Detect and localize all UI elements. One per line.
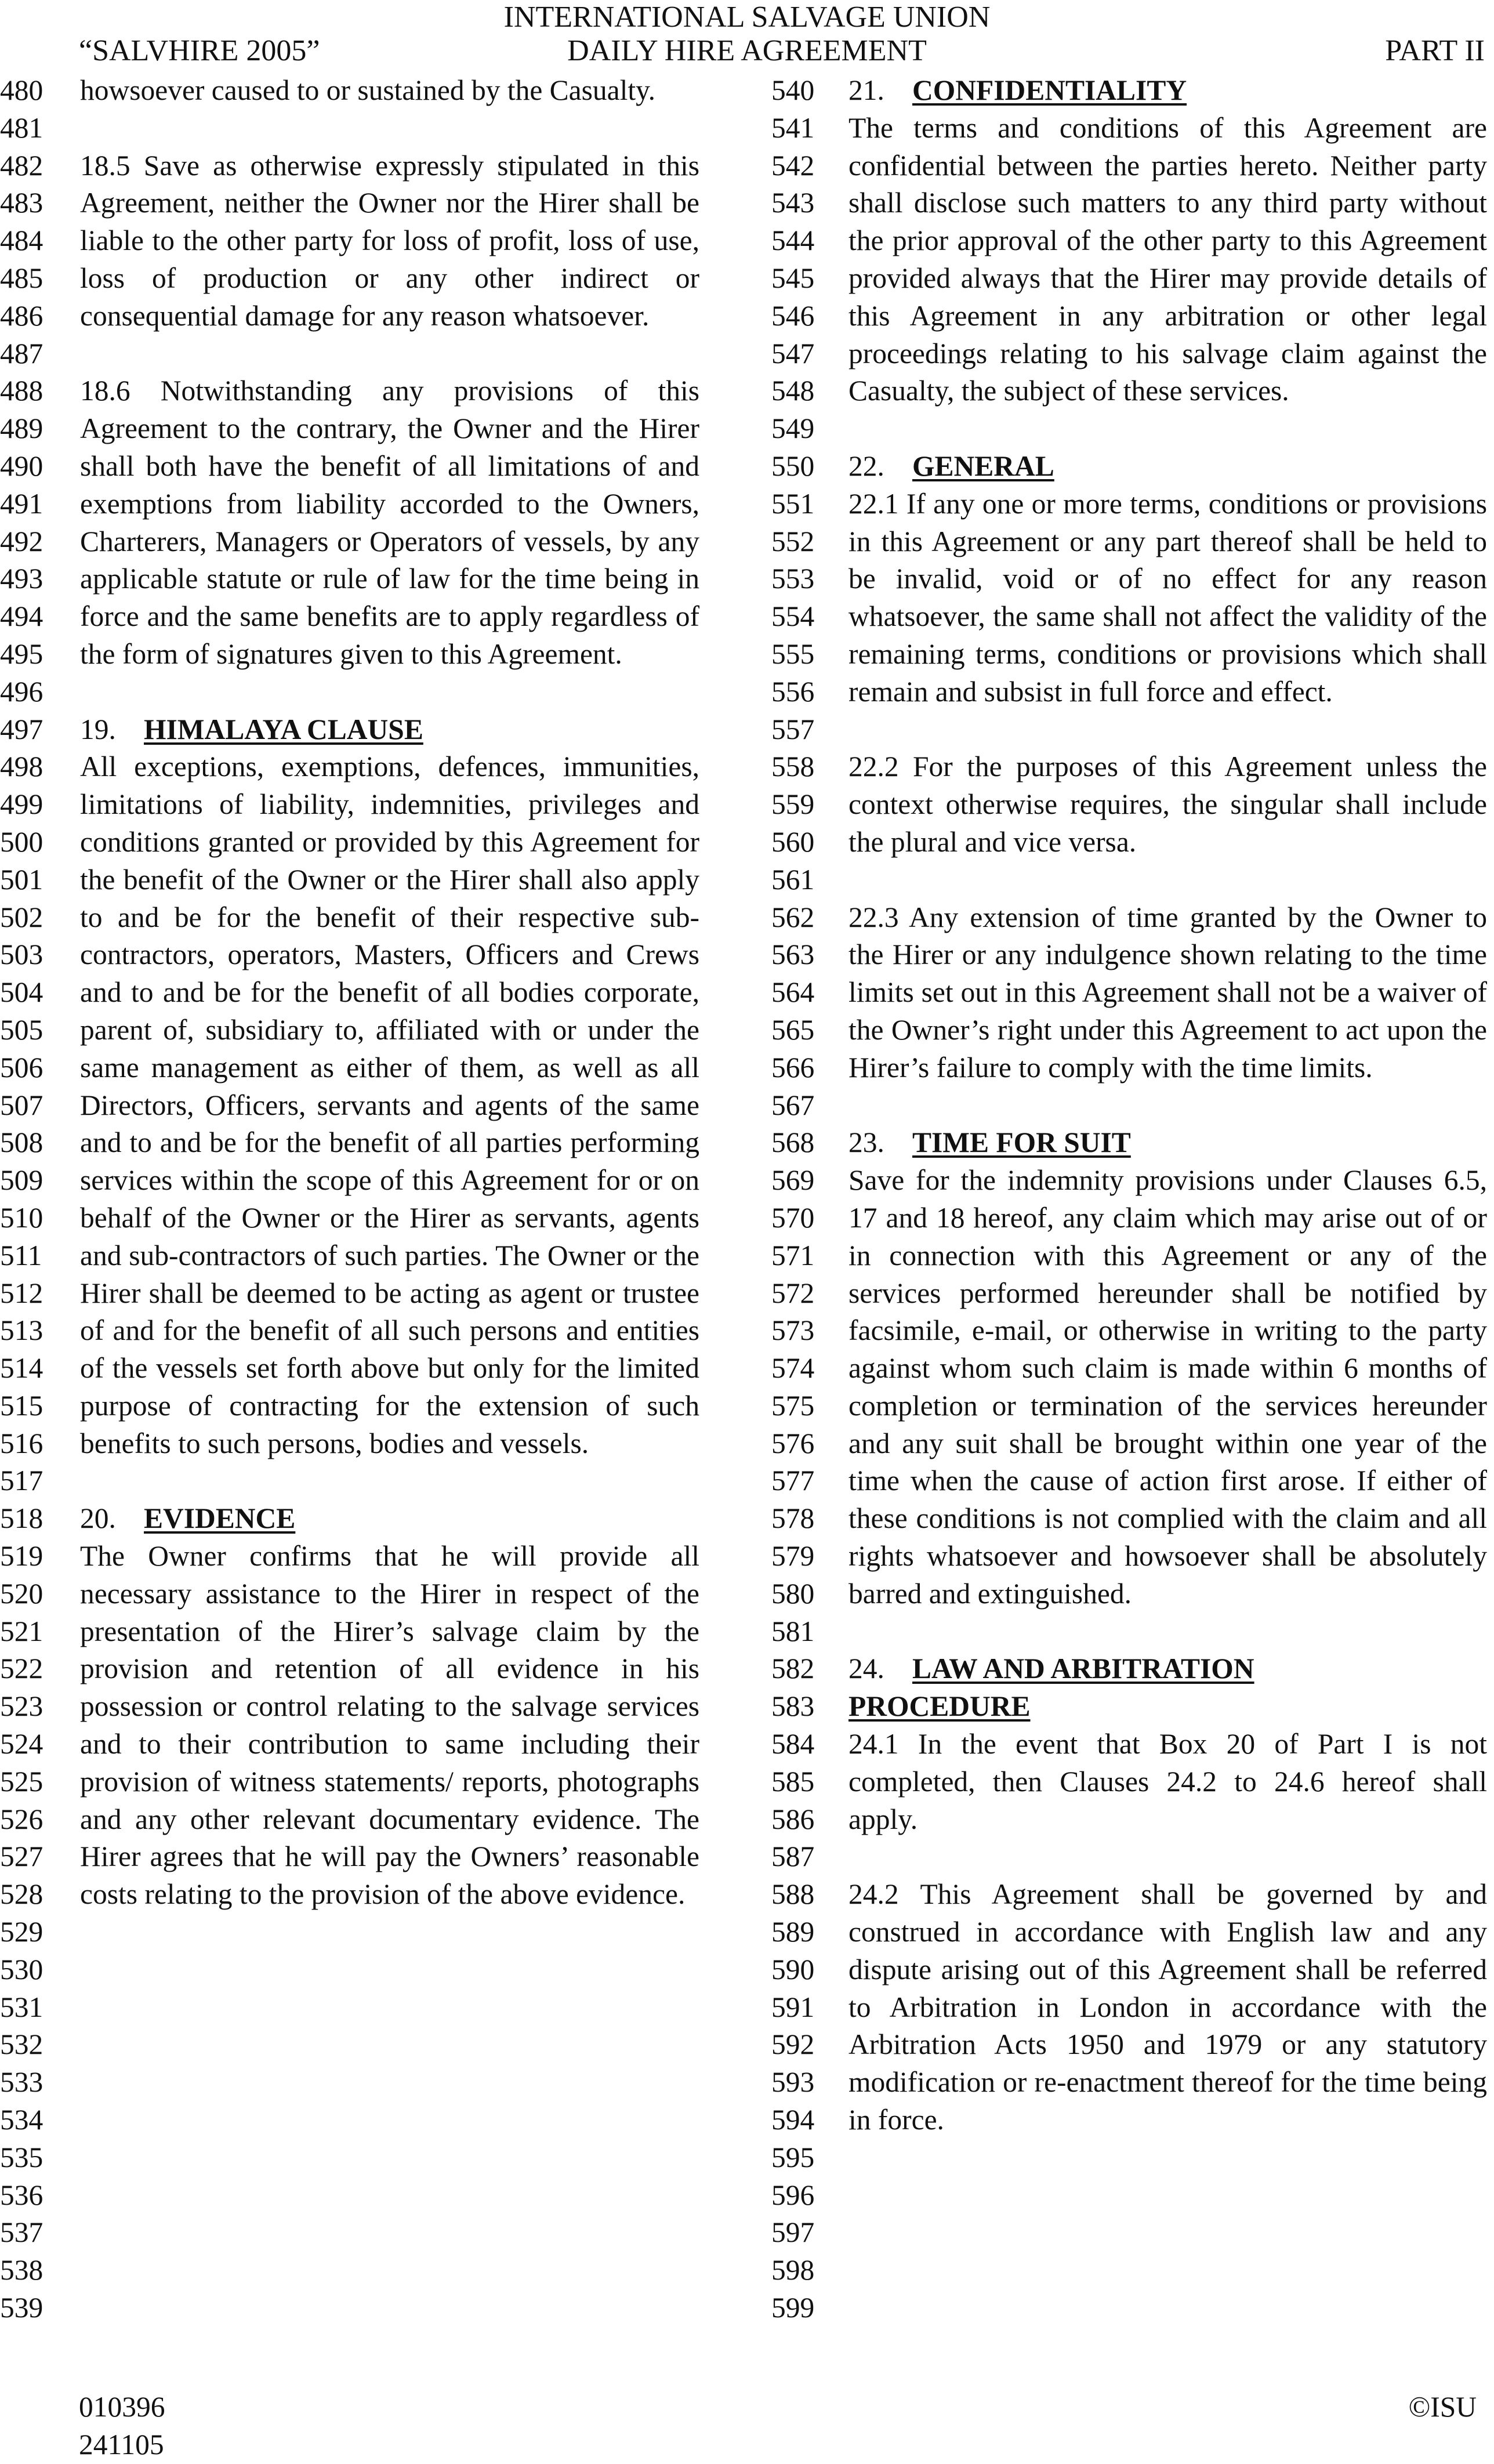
line-number: 591 bbox=[771, 1991, 815, 2023]
left-line-numbers bbox=[0, 72, 43, 2327]
line-number: 563 bbox=[771, 939, 815, 971]
clause-22-3: 22.3 Any extension of time granted by the Owner to the Hirer or any indulgence shown relating to the time limits set out in this Agreement shall not be a waiver of the Owner’s right under this Agreement to act upon the Hirer’s failure to comply with the time limits. bbox=[848, 901, 1487, 1084]
clause-24-title-line1: LAW AND ARBITRATION bbox=[912, 1653, 1254, 1685]
line-number: 546 bbox=[771, 299, 815, 332]
line-number: 550 bbox=[771, 450, 815, 482]
line-number: 488 bbox=[0, 375, 43, 407]
line-number: 593 bbox=[771, 2066, 815, 2099]
line-number: 567 bbox=[771, 1089, 815, 1121]
clause-20-title: EVIDENCE bbox=[144, 1502, 296, 1535]
line-number: 595 bbox=[771, 2141, 815, 2173]
line-number: 569 bbox=[771, 1164, 815, 1197]
line-number: 573 bbox=[771, 1314, 815, 1347]
line-number: 578 bbox=[771, 1502, 815, 1535]
line-number: 547 bbox=[771, 337, 815, 369]
clause-20-number: 20. bbox=[80, 1502, 116, 1535]
line-number: 589 bbox=[771, 1916, 815, 1948]
line-number: 598 bbox=[771, 2254, 815, 2287]
line-number: 540 bbox=[771, 74, 815, 106]
clause-24-number: 24. bbox=[848, 1653, 884, 1685]
line-number: 529 bbox=[0, 1916, 43, 1948]
line-number: 480 bbox=[0, 74, 43, 106]
line-number: 545 bbox=[771, 262, 815, 294]
line-number: 489 bbox=[0, 412, 43, 445]
line-number: 495 bbox=[0, 637, 43, 670]
line-number: 557 bbox=[771, 713, 815, 745]
line-number: 549 bbox=[771, 412, 815, 445]
line-number: 505 bbox=[0, 1013, 43, 1046]
line-number: 575 bbox=[771, 1389, 815, 1422]
line-number: 483 bbox=[0, 187, 43, 219]
line-number: 482 bbox=[0, 149, 43, 182]
line-number: 537 bbox=[0, 2216, 43, 2249]
clause-20-body: The Owner confirms that he will provide all necessary assistance to the Hirer in respect of the presentation of the Hirer’s salvage claim by the provision and retention of all evidence in his possession or control relating to the salvage services and to their contribution to same including their provision of witness statements/ reports, photographs and any other relevant documentary evidence. The Hirer agrees that he will pay the Owners’ reasonable costs relating to the provision of the above evidence. bbox=[80, 1540, 699, 1911]
line-number: 552 bbox=[771, 525, 815, 557]
line-number: 500 bbox=[0, 825, 43, 858]
line-number: 551 bbox=[771, 487, 815, 520]
line-number: 515 bbox=[0, 1389, 43, 1422]
line-number: 594 bbox=[771, 2104, 815, 2136]
line-number: 510 bbox=[0, 1201, 43, 1234]
line-number: 534 bbox=[0, 2104, 43, 2136]
line-number: 583 bbox=[771, 1690, 815, 1723]
line-number: 518 bbox=[0, 1502, 43, 1535]
line-number: 588 bbox=[771, 1878, 815, 1911]
line-number: 556 bbox=[771, 675, 815, 708]
clause-18-5: 18.5 Save as otherwise expressly stipulated in this Agreement, neither the Owner nor the Hirer shall be liable to the other party for loss of profit, loss of use, loss of production or any other indirect or consequential damage for any reason whatsoever. bbox=[80, 149, 699, 332]
line-number: 533 bbox=[0, 2066, 43, 2099]
left-text-column bbox=[80, 72, 699, 1914]
line-number: 517 bbox=[0, 1465, 43, 1497]
line-number: 499 bbox=[0, 788, 43, 821]
line-number: 521 bbox=[0, 1615, 43, 1647]
line-number: 559 bbox=[771, 788, 815, 821]
line-number: 487 bbox=[0, 337, 43, 369]
line-number: 498 bbox=[0, 751, 43, 783]
line-number: 493 bbox=[0, 563, 43, 595]
clause-22-1: 22.1 If any one or more terms, conditions or provisions in this Agreement or any part thereof shall be held to be invalid, void or of no effect for any reason whatsoever, the same shall not affect the validity of the remaining terms, conditions or provisions which shall remain and subsist in full force and effect. bbox=[848, 487, 1487, 708]
line-number: 509 bbox=[0, 1164, 43, 1197]
line-number: 584 bbox=[771, 1728, 815, 1760]
clause-23-body: Save for the indemnity provisions under Clauses 6.5, 17 and 18 hereof, any claim which may arise out of or in connection with this Agreement or any of the services performed hereunder shall be notified by facsimile, e-mail, or otherwise in writing to the party against whom such claim is made within 6 months of completion or termination of the services hereunder and any suit shall be brought within one year of the time when the cause of action first arose. If either of these conditions is not complied with the claim and all rights whatsoever and howsoever shall be absolutely barred and extinguished. bbox=[848, 1164, 1487, 1610]
line-number: 530 bbox=[0, 1953, 43, 1985]
line-number: 531 bbox=[0, 1991, 43, 2023]
line-number: 481 bbox=[0, 111, 43, 144]
clause-24-heading bbox=[848, 1650, 1487, 1726]
clause-23-heading bbox=[848, 1124, 1487, 1162]
line-number: 560 bbox=[771, 825, 815, 858]
line-number: 492 bbox=[0, 525, 43, 557]
line-number: 565 bbox=[771, 1013, 815, 1046]
clause-23-number: 23. bbox=[848, 1126, 884, 1159]
line-number: 544 bbox=[771, 224, 815, 257]
line-number: 491 bbox=[0, 487, 43, 520]
clause-19-title: HIMALAYA CLAUSE bbox=[144, 713, 423, 745]
clause-21-heading bbox=[848, 72, 1487, 110]
clause-22-2: 22.2 For the purposes of this Agreement unless the context otherwise requires, the singular shall include the plural and vice versa. bbox=[848, 751, 1487, 858]
line-number: 548 bbox=[771, 375, 815, 407]
line-number: 581 bbox=[771, 1615, 815, 1647]
clause-21-title: CONFIDENTIALITY bbox=[912, 74, 1187, 106]
line-number: 513 bbox=[0, 1314, 43, 1347]
clause-18-4-end: howsoever caused to or sustained by the Casualty. bbox=[80, 74, 656, 106]
footer-copyright: ©ISU bbox=[1408, 2391, 1477, 2423]
line-number: 590 bbox=[771, 1953, 815, 1985]
clause-18-6: 18.6 Notwithstanding any provisions of this Agreement to the contrary, the Owner and the Hirer shall both have the benefit of all limitations of and exemptions from liability accorded to the Owners, Charterers, Managers or Operators of vessels, by any applicable statute or rule of law for the time being in force and the same benefits are to apply regardless of the form of signatures given to this Agreement. bbox=[80, 375, 699, 670]
line-number: 568 bbox=[771, 1126, 815, 1159]
line-number: 496 bbox=[0, 675, 43, 708]
line-number: 535 bbox=[0, 2141, 43, 2173]
right-line-numbers bbox=[771, 72, 814, 2327]
clause-22-title: GENERAL bbox=[912, 450, 1054, 482]
footer-date-code: 241105 bbox=[79, 2429, 164, 2461]
clause-24-1: 24.1 In the event that Box 20 of Part I is not completed, then Clauses 24.2 to 24.6 hereof shall apply. bbox=[848, 1728, 1487, 1835]
clause-23-title: TIME FOR SUIT bbox=[912, 1126, 1131, 1159]
line-number: 586 bbox=[771, 1803, 815, 1835]
line-number: 541 bbox=[771, 111, 815, 144]
form-name: “SALVHIRE 2005” bbox=[79, 34, 320, 67]
right-text-column bbox=[848, 72, 1487, 2139]
line-number: 516 bbox=[0, 1427, 43, 1459]
line-number: 512 bbox=[0, 1277, 43, 1309]
line-number: 527 bbox=[0, 1840, 43, 1873]
line-number: 553 bbox=[771, 563, 815, 595]
line-number: 574 bbox=[771, 1352, 815, 1385]
line-number: 503 bbox=[0, 939, 43, 971]
line-number: 524 bbox=[0, 1728, 43, 1760]
line-number: 504 bbox=[0, 976, 43, 1009]
line-number: 519 bbox=[0, 1540, 43, 1572]
line-number: 508 bbox=[0, 1126, 43, 1159]
line-number: 501 bbox=[0, 863, 43, 896]
clause-20-heading bbox=[80, 1500, 699, 1538]
part-label: PART II bbox=[1385, 34, 1485, 67]
clause-19-number: 19. bbox=[80, 713, 116, 745]
line-number: 538 bbox=[0, 2254, 43, 2287]
line-number: 532 bbox=[0, 2028, 43, 2061]
line-number: 520 bbox=[0, 1577, 43, 1610]
line-number: 592 bbox=[771, 2028, 815, 2061]
line-number: 497 bbox=[0, 713, 43, 745]
line-number: 571 bbox=[771, 1239, 815, 1271]
line-number: 543 bbox=[771, 187, 815, 219]
line-number: 587 bbox=[771, 1840, 815, 1873]
line-number: 564 bbox=[771, 976, 815, 1009]
line-number: 599 bbox=[771, 2292, 815, 2324]
line-number: 514 bbox=[0, 1352, 43, 1385]
line-number: 536 bbox=[0, 2179, 43, 2211]
clause-19-heading bbox=[80, 711, 699, 749]
line-number: 485 bbox=[0, 262, 43, 294]
line-number: 579 bbox=[771, 1540, 815, 1572]
line-number: 528 bbox=[0, 1878, 43, 1911]
line-number: 486 bbox=[0, 299, 43, 332]
clause-22-number: 22. bbox=[848, 450, 884, 482]
footer-code: 010396 bbox=[79, 2391, 165, 2423]
line-number: 558 bbox=[771, 751, 815, 783]
line-number: 511 bbox=[0, 1239, 42, 1271]
line-number: 494 bbox=[0, 600, 43, 633]
line-number: 539 bbox=[0, 2292, 43, 2324]
organization-name: INTERNATIONAL SALVAGE UNION bbox=[503, 1, 991, 34]
line-number: 542 bbox=[771, 149, 815, 182]
line-number: 570 bbox=[771, 1201, 815, 1234]
line-number: 576 bbox=[771, 1427, 815, 1459]
line-number: 572 bbox=[771, 1277, 815, 1309]
clause-22-heading bbox=[848, 448, 1487, 485]
line-number: 484 bbox=[0, 224, 43, 257]
line-number: 596 bbox=[771, 2179, 815, 2211]
clause-24-2: 24.2 This Agreement shall be governed by and construed in accordance with English law and any dispute arising out of this Agreement shall be referred to Arbitration in London in accordance with the Arbitration Acts 1950 and 1979 or any statutory modification or re-enactment thereof for the time being in force. bbox=[848, 1878, 1487, 2136]
line-number: 562 bbox=[771, 901, 815, 933]
line-number: 506 bbox=[0, 1051, 43, 1084]
line-number: 577 bbox=[771, 1465, 815, 1497]
clause-24-title-line2: PROCEDURE bbox=[848, 1690, 1031, 1723]
line-number: 585 bbox=[771, 1765, 815, 1798]
clause-19-body: All exceptions, exemptions, defences, immunities, limitations of liability, indemnities, privileges and conditions granted or provided by this Agreement for the benefit of the Owner or the Hirer shall also apply to and be for the benefit of their respective sub-contractors, operators, Masters, Officers and Crews and to and be for the benefit of all bodies corporate, parent of, subsidiary to, affiliated with or under the same management as either of them, as well as all Directors, Officers, servants and agents of the same and to and be for the benefit of all parties performing services within the scope of this Agreement for or on behalf of the Owner or the Hirer as servants, agents and sub-contractors of such parties. The Owner or the Hirer shall be deemed to be acting as agent or trustee of and for the benefit of all such persons and entities of the vessels set forth above but only for the limited purpose of contracting for the extension of such benefits to such persons, bodies and vessels. bbox=[80, 751, 699, 1459]
line-number: 566 bbox=[771, 1051, 815, 1084]
line-number: 580 bbox=[771, 1577, 815, 1610]
line-number: 526 bbox=[0, 1803, 43, 1835]
line-number: 555 bbox=[771, 637, 815, 670]
agreement-title: DAILY HIRE AGREEMENT bbox=[567, 34, 927, 67]
line-number: 554 bbox=[771, 600, 815, 633]
line-number: 507 bbox=[0, 1089, 43, 1121]
line-number: 502 bbox=[0, 901, 43, 933]
line-number: 597 bbox=[771, 2216, 815, 2249]
line-number: 522 bbox=[0, 1653, 43, 1685]
line-number: 561 bbox=[771, 863, 815, 896]
line-number: 525 bbox=[0, 1765, 43, 1798]
line-number: 523 bbox=[0, 1690, 43, 1723]
clause-21-body: The terms and conditions of this Agreement are confidential between the parties hereto. Neither party shall disclose such matters to any third party without the prior approval of the other party to this Agreement provided always that the Hirer may provide details of this Agreement in any arbitration or other legal proceedings relating to his salvage claim against the Casualty, the subject of these services. bbox=[848, 111, 1487, 407]
clause-21-number: 21. bbox=[848, 74, 884, 106]
line-number: 582 bbox=[771, 1653, 815, 1685]
line-number: 490 bbox=[0, 450, 43, 482]
